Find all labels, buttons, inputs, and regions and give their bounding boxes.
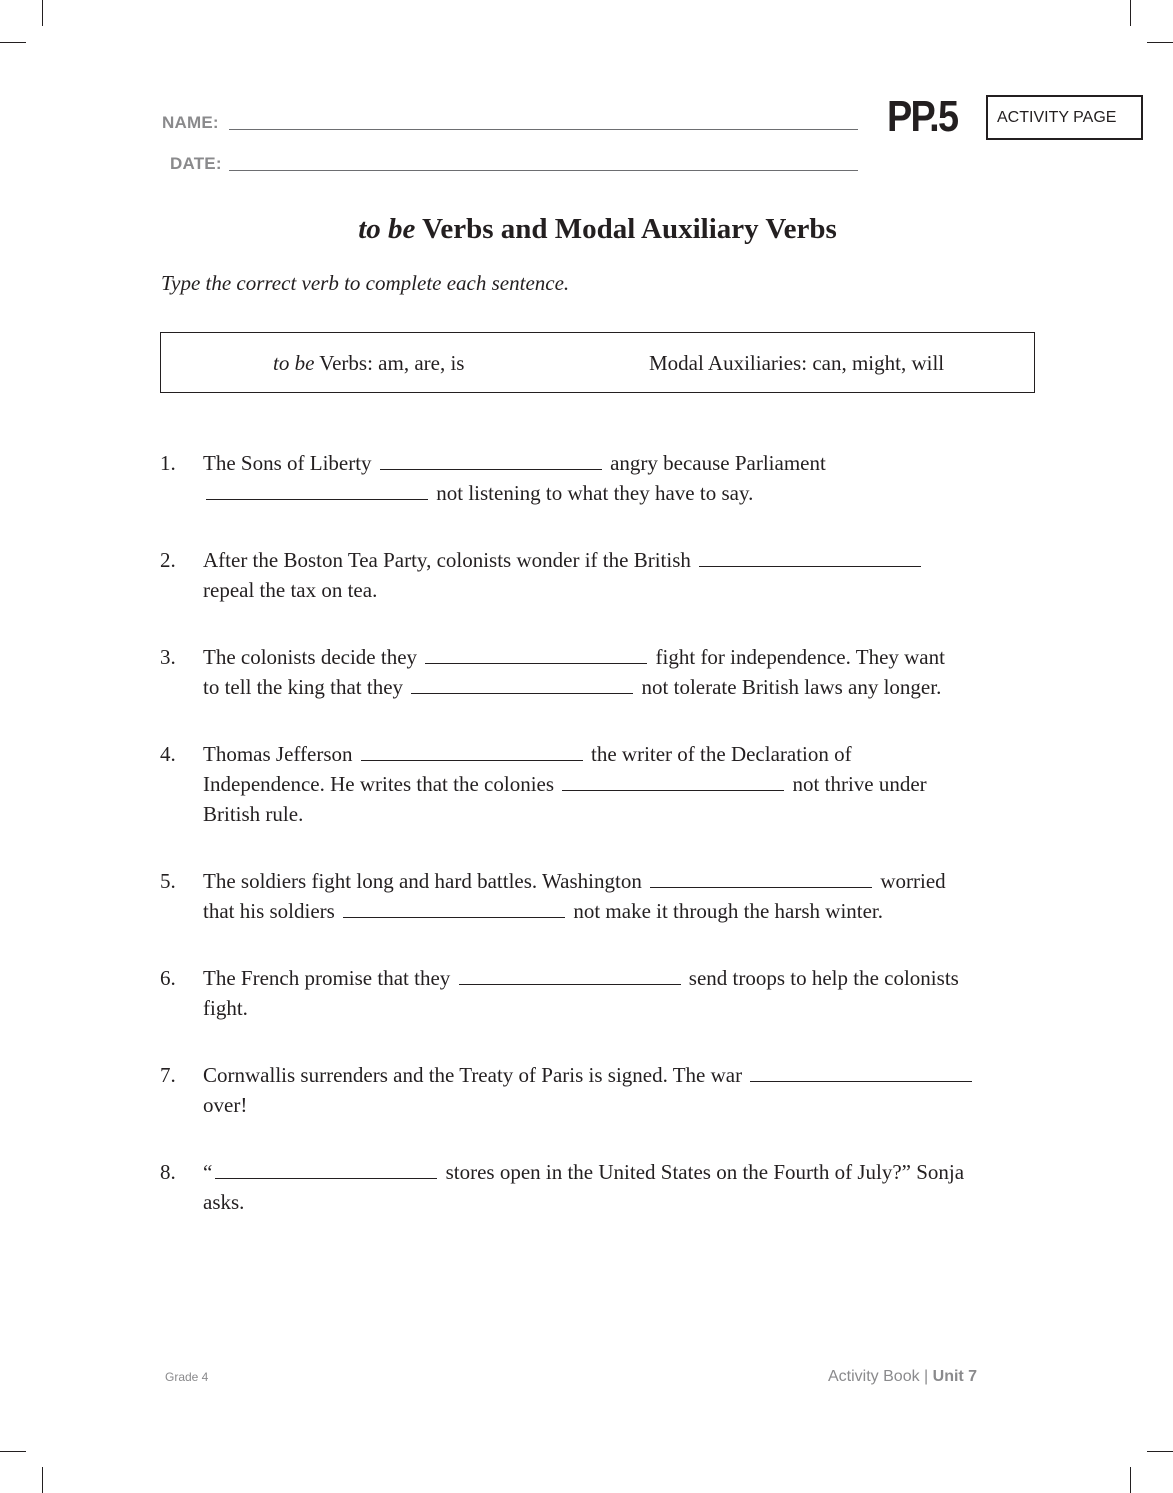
crop-mark: [1147, 42, 1173, 43]
question-text: British rule.: [203, 802, 304, 826]
to-be-list: Verbs: am, are, is: [314, 351, 465, 375]
crop-mark: [0, 1451, 26, 1452]
question-line: [203, 769, 927, 799]
question-text: worried: [875, 869, 946, 893]
question-line: [203, 478, 753, 508]
question-text: angry because Parliament: [604, 451, 826, 475]
question-line: [203, 1157, 964, 1187]
answer-blank[interactable]: [750, 1060, 972, 1082]
question-text: not thrive under: [787, 772, 927, 796]
crop-mark: [42, 0, 43, 26]
question-line: [203, 963, 959, 993]
question-number: 1.: [160, 451, 176, 475]
question-text: The soldiers fight long and hard battles. Washington: [203, 869, 648, 893]
name-label: NAME:: [162, 113, 219, 132]
question-text: stores open in the United States on the Fourth of July?” Sonja: [440, 1160, 965, 1184]
question-line: [203, 575, 377, 605]
answer-blank[interactable]: [343, 896, 565, 918]
question-text: asks.: [203, 1190, 245, 1214]
question-text: Independence. He writes that the colonies: [203, 772, 560, 796]
footer-separator: |: [924, 1368, 929, 1385]
question-text: fight.: [203, 996, 248, 1020]
modal-auxiliaries: Modal Auxiliaries: can, might, will: [649, 351, 945, 375]
question-line: [203, 642, 945, 672]
footer-book-title: Activity Book: [828, 1368, 925, 1385]
answer-blank[interactable]: [206, 478, 428, 500]
question-line: [203, 448, 826, 478]
question-line: [203, 545, 924, 575]
answer-blank[interactable]: [215, 1157, 437, 1179]
word-bank-box: [160, 332, 1035, 393]
answer-blank[interactable]: [425, 642, 647, 664]
answer-blank[interactable]: [650, 866, 872, 888]
footer-grade: Grade 4: [165, 1370, 209, 1384]
question-line: [203, 799, 303, 829]
question-text: repeal the tax on tea.: [203, 578, 378, 602]
question-text: not listening to what they have to say.: [431, 481, 754, 505]
date-field[interactable]: [229, 170, 858, 171]
question-text: send troops to help the colonists: [683, 966, 959, 990]
crop-mark: [42, 1467, 43, 1493]
question-line: [203, 1090, 247, 1120]
page-title: [0, 213, 1173, 246]
crop-mark: [1147, 1451, 1173, 1452]
question-line: [203, 896, 883, 926]
activity-page-badge: [986, 95, 1143, 140]
question-text: that his soldiers: [203, 899, 341, 923]
to-be-verbs: [273, 351, 464, 376]
to-be-italic: to be: [273, 351, 315, 375]
question-text: not make it through the harsh winter.: [568, 899, 884, 923]
question-line: [203, 993, 248, 1023]
question-number: 6.: [160, 966, 176, 990]
crop-mark: [1130, 0, 1131, 26]
date-label: DATE:: [170, 154, 222, 173]
question-line: [203, 1187, 244, 1217]
question-text: fight for independence. They want: [650, 645, 945, 669]
footer-unit: Unit 7: [928, 1368, 978, 1385]
answer-blank[interactable]: [562, 769, 784, 791]
crop-mark: [0, 42, 26, 43]
question-text: The colonists decide they: [203, 645, 423, 669]
page-code: PP.5: [887, 92, 958, 141]
question-number: 2.: [160, 548, 176, 572]
footer-book: [828, 1368, 977, 1386]
title-italic: to be: [358, 213, 416, 245]
question-line: [203, 672, 941, 702]
question-text: Cornwallis surrenders and the Treaty of Paris is signed. The war: [203, 1063, 748, 1087]
name-field[interactable]: [229, 129, 858, 130]
question-line: [203, 1060, 975, 1090]
answer-blank[interactable]: [699, 545, 921, 567]
question-text: The French promise that they: [203, 966, 456, 990]
crop-mark: [1130, 1467, 1131, 1493]
question-text: not tolerate British laws any longer.: [636, 675, 942, 699]
question-line: [203, 739, 852, 769]
question-number: 7.: [160, 1063, 176, 1087]
answer-blank[interactable]: [380, 448, 602, 470]
question-text: over!: [203, 1093, 248, 1117]
question-text: The Sons of Liberty: [203, 451, 377, 475]
question-text: Thomas Jefferson: [203, 742, 358, 766]
question-text: After the Boston Tea Party, colonists wonder if the British: [203, 548, 697, 572]
answer-blank[interactable]: [459, 963, 681, 985]
question-text: “: [203, 1160, 213, 1184]
answer-blank[interactable]: [361, 739, 583, 761]
question-text: to tell the king that they: [203, 675, 409, 699]
title-rest: Verbs and Modal Auxiliary Verbs: [415, 213, 837, 245]
question-number: 4.: [160, 742, 176, 766]
instructions: Type the correct verb to complete each sentence.: [161, 271, 570, 295]
badge-label: ACTIVITY PAGE: [997, 109, 1117, 126]
question-text: the writer of the Declaration of: [585, 742, 852, 766]
question-number: 8.: [160, 1160, 176, 1184]
question-number: 3.: [160, 645, 176, 669]
question-line: [203, 866, 946, 896]
answer-blank[interactable]: [411, 672, 633, 694]
question-number: 5.: [160, 869, 176, 893]
